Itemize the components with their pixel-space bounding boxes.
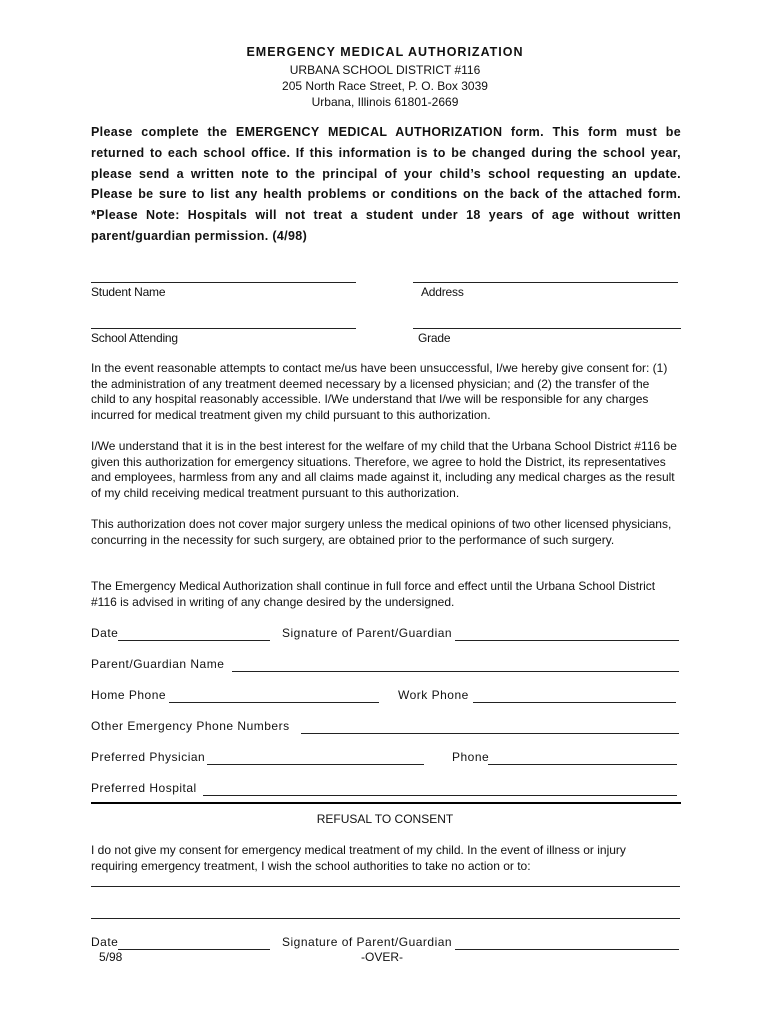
hospital-label: Preferred Hospital [91, 781, 197, 795]
refusal-signature-line[interactable] [455, 949, 679, 950]
district-name: URBANA SCHOOL DISTRICT #116 [289, 63, 481, 77]
signature-line[interactable] [455, 640, 679, 641]
form-revision-date: 5/98 [99, 950, 123, 964]
consent-paragraph: In the event reasonable attempts to contact me/us have been unsuccessful, I/we hereby give consent for: (1) the administration of any treatment deemed necessary by a licensed physician; and (2) the transfer of the child to any hospital reasonably accessible. I/We understand that I/we will be responsible for any charges incurred for medical treatment given my child pursuant to this authorization. [91, 361, 668, 422]
district-city: Urbana, Illinois 61801-2669 [311, 95, 459, 109]
refusal-instructions-line-1[interactable] [91, 886, 680, 887]
district-street: 205 North Race Street, P. O. Box 3039 [282, 79, 488, 93]
over-indicator: -OVER- [361, 950, 403, 964]
intro-instructions: Please complete the EMERGENCY MEDICAL AUTHORIZATION form. This form must be returned to each school office. If this information is to be changed during the school year, please send a written note to the principal of your child’s school requesting an update. Please be sure to list any health problems or conditions on the back of the attached form. *Please Note: Hospitals will not treat a student under 18 years of age without written parent/guardian permission. (4/98) [91, 125, 681, 243]
student-name-label: Student Name [91, 285, 166, 299]
refusal-instructions-line-2[interactable] [91, 918, 680, 919]
grade-line[interactable] [413, 328, 681, 329]
other-phones-line[interactable] [301, 733, 679, 734]
surgery-paragraph: This authorization does not cover major surgery unless the medical opinions of two other licensed physicians, concurring in the necessity for such surgery, are obtained prior to the performance of such surgery. [91, 517, 672, 547]
refusal-title: REFUSAL TO CONSENT [316, 812, 454, 826]
form-title: EMERGENCY MEDICAL AUTHORIZATION [246, 45, 524, 59]
liability-paragraph: I/We understand that it is in the best interest for the welfare of my child that the Urbana School District #116 be given this authorization for emergency situations. Therefore, we agree to hold the District, its representatives and employees, harmless from any and all claims made against it, including any medical charges as the result of my child receiving medical treatment pursuant to this authorization. [91, 439, 677, 500]
physician-line[interactable] [207, 764, 424, 765]
refusal-signature-label: Signature of Parent/Guardian [282, 935, 453, 949]
student-name-line[interactable] [91, 282, 356, 283]
physician-label: Preferred Physician [91, 750, 206, 764]
home-phone-line[interactable] [169, 702, 379, 703]
signature-label: Signature of Parent/Guardian [282, 626, 453, 640]
address-line[interactable] [413, 282, 678, 283]
refusal-date-label: Date [91, 935, 119, 949]
work-phone-label: Work Phone [398, 688, 469, 702]
section-divider [91, 802, 681, 804]
hospital-line[interactable] [203, 795, 677, 796]
refusal-date-line[interactable] [118, 949, 270, 950]
physician-phone-line[interactable] [488, 764, 677, 765]
date-line[interactable] [118, 640, 270, 641]
school-attending-line[interactable] [91, 328, 356, 329]
home-phone-label: Home Phone [91, 688, 167, 702]
date-label: Date [91, 626, 119, 640]
address-label: Address [421, 285, 464, 299]
parent-name-label: Parent/Guardian Name [91, 657, 225, 671]
duration-paragraph: The Emergency Medical Authorization shall continue in full force and effect until the Urbana School District #116 is advised in writing of any change desired by the undersigned. [91, 579, 656, 609]
other-phones-label: Other Emergency Phone Numbers [91, 719, 290, 733]
school-attending-label: School Attending [91, 331, 178, 345]
work-phone-line[interactable] [473, 702, 676, 703]
grade-label: Grade [418, 331, 451, 345]
parent-name-line[interactable] [232, 671, 679, 672]
physician-phone-label: Phone [452, 750, 490, 764]
refusal-text: I do not give my consent for emergency medical treatment of my child. In the event of illness or injury requiring emergency treatment, I wish the school authorities to take no action or to: [91, 843, 626, 873]
